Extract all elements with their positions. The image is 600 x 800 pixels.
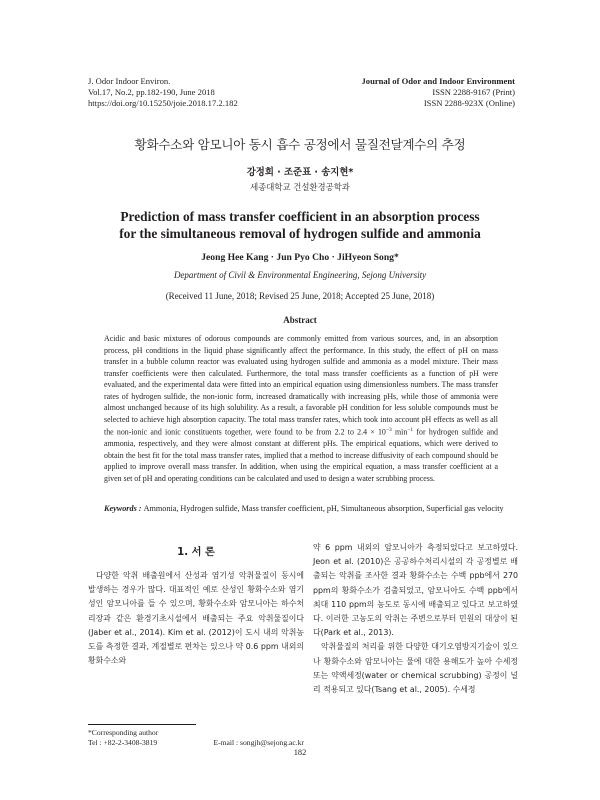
received-dates: (Received 11 June, 2018; Revised 25 June, 2018; Accepted 25 June, 2018) — [165, 291, 435, 301]
korean-title: 황화수소와 암모니아 동시 흡수 공정에서 물질전달계수의 추정 — [134, 137, 466, 152]
author-email[interactable]: E-mail : songjh@sejong.ac.kr — [213, 738, 304, 747]
issn-online: ISSN 2288-923X (Online) — [423, 97, 515, 108]
abstract-text-before: Acidic and basic mixtures of odorous compounds are commonly emitted from various sources, and, in an absorption process, pH conditions in the liquid phase significantly affect the performance. In this study, the effect of pH on mass transfer in a bubble column reactor was evaluated using hydrogen sulfide and ammonia as a model mixture. Their mass transfer coefficients were then calculated. Furthermore, the total mass transfer coefficients as a function of pH were evaluated, and the experimental data were fitted into an empirical equation using dimensionless numbers. The mass transfer rates of hydrogen sulfide, the non-ionic form, increased dramatically with increasing pHs, while those of ammonia were almost unchanged because of its high solubility. As a result, a favorable pH condition for less soluble compounds must be selected to achieve high absorption capacity. The total mass transfer rates, which took into account pH effects as well as all the non-ionic and ionic constituents together, were found to be from 2.2 to 2.4 × 10 — [104, 334, 498, 437]
korean-affiliation: 세종대학교 건설환경공학과 — [250, 182, 350, 192]
journal-info — [361, 76, 515, 108]
footnote-divider — [88, 724, 196, 725]
page-number: 182 — [293, 748, 307, 757]
english-authors: Jeong Hee Kang · Jun Pyo Cho · JiHyeon Song* — [201, 252, 399, 263]
keywords — [104, 503, 524, 514]
abstract-text-after: for hydrogen sulfide and ammonia, respectively, and they were almost constant at different pHs. The empirical equations, which were derived to obtain the best fit for the total mass transfer rates, implied that a method to increase diffusivity of each compound should be applied to improve overall mass transfer. In addition, when using the empirical equation, a mass transfer coefficient at a given set of pH and operating conditions can be calculated and used to design a water scrubbing process. — [104, 427, 498, 483]
body-column-left: 다양한 악취 배출원에서 산성과 염기성 악취물질이 동시에 발생하는 경우가 많다. 대표적인 예로 산성인 황화수소와 염기성인 암모니아를 들 수 있으며, 황화수소와 암모니아는 하수처리장과 같은 환경기초시설에서 배출되는 주요 악취물질이다(Jaber et al., 2014). Kim et al. (2012)이 도시 내의 악취농도를 측정한 결과, 계절별로 편차는 있으나 약 0.6 ppm 내외의 황화수소와 — [88, 571, 304, 666]
footnote — [88, 728, 304, 748]
volume-info: Vol.17, No.2, pp.182-190, June 2018 — [88, 86, 215, 97]
body-paragraph: 약 6 ppm 내외의 암모니아가 측정되었다고 보고하였다. Jeon et al. (2010)은 공공하수처리시설의 각 공정별로 배출되는 악취를 조사한 결과 황화수소는 수백 ppb에서 270 ppm의 황화수소가 검출되었고, 암모니아도 수백 ppb에서 최대 110 ppm의 농도로 동시에 배출되고 있다고 보고하였다. 이러한 고농도의 악취는 주변으로부터 민원의 대상이 된다(Park et al., 2013). — [313, 543, 518, 638]
body-paragraph: 악취물질의 처리를 위한 다양한 대기오염방지기술이 있으나 황화수소와 암모니아는 물에 대한 용해도가 높아 수세정 또는 약액세정(water or chemical scrubbing) 공정이 널리 적용되고 있다(Tsang et al., 2005). 수세정 — [313, 642, 518, 695]
doi-link[interactable]: https://doi.org/10.15250/joie.2018.17.2.182 — [88, 97, 238, 108]
korean-authors: 강정희 · 조준표 · 송지현* — [246, 167, 354, 178]
corresponding-author: *Corresponding author — [88, 728, 159, 737]
author-tel: Tel : +82-2-3408-3819 — [88, 738, 158, 747]
english-title — [0, 208, 600, 242]
keywords-label: Keywords : — [104, 504, 142, 513]
section-heading-introduction: 1. 서 론 — [177, 547, 215, 558]
abstract-text-mid: min — [391, 427, 408, 437]
journal-citation — [88, 76, 238, 108]
abstract-heading: Abstract — [283, 315, 317, 325]
english-title-line1: Prediction of mass transfer coefficient in an absorption process — [120, 209, 480, 224]
issn-print: ISSN 2288-9167 (Print) — [432, 86, 515, 97]
abstract-body — [104, 333, 498, 484]
english-title-line2: for the simultaneous removal of hydrogen sulfide and ammonia — [119, 226, 481, 241]
abstract-exponent-1: −3 — [385, 427, 392, 433]
english-affiliation: Department of Civil & Environmental Engineering, Sejong University — [173, 270, 427, 280]
body-column-right — [313, 541, 518, 697]
abstract-exponent-2: −1 — [407, 427, 414, 433]
keywords-list: Ammonia, Hydrogen sulfide, Mass transfer coefficient, pH, Simultaneous absorption, Superficial gas velocity — [143, 504, 504, 513]
journal-abbrev: J. Odor Indoor Environ. — [88, 76, 171, 86]
journal-title: Journal of Odor and Indoor Environment — [361, 76, 515, 86]
